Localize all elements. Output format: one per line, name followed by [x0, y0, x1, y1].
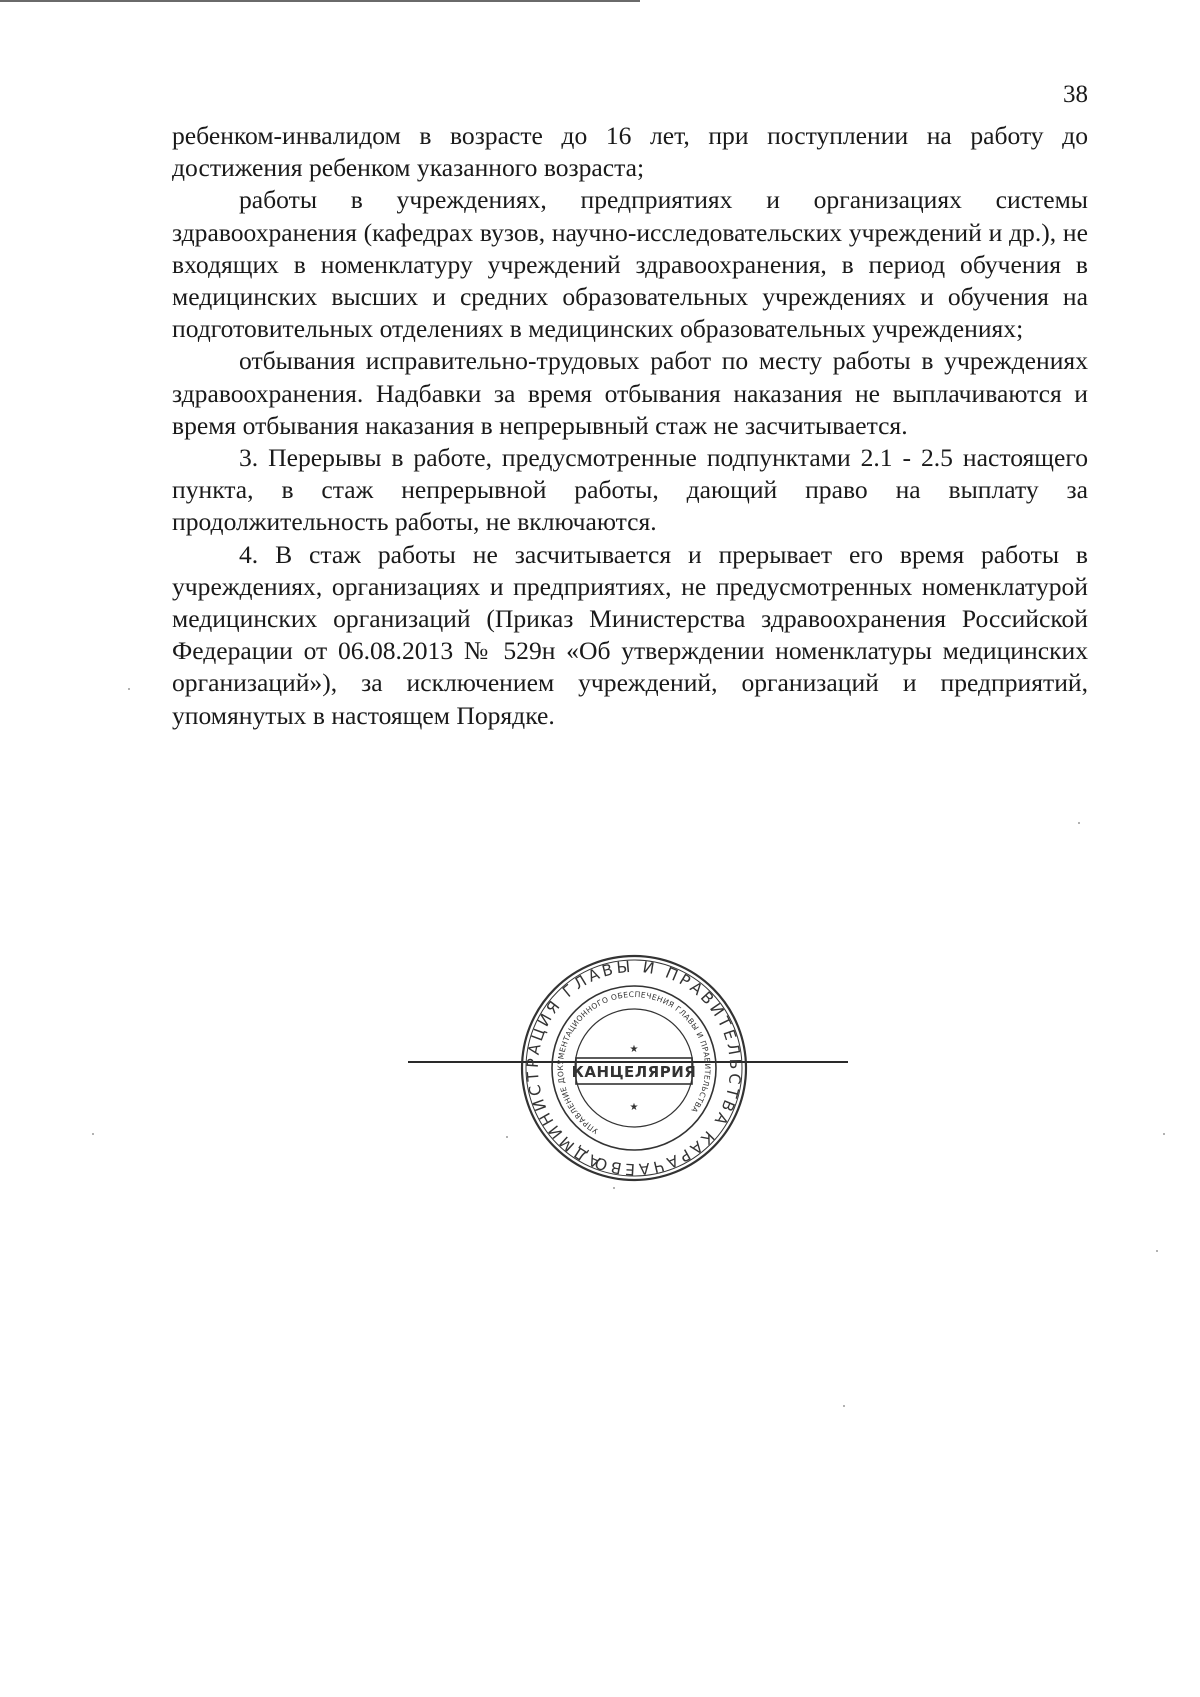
page-number: 38: [1063, 81, 1088, 108]
stamp-center-text: КАНЦЕЛЯРИЯ: [571, 1063, 697, 1081]
paragraph-item-4: 4. В стаж работы не засчитывается и прерывает его время работы в учреждениях, организациях и предприятиях, не предусмотренных номенклатурой медицинских организаций (Приказ Министерства здравоохранения Российской Федерации от 06.08.2013 № 529н «Об утверждении номенклатуры медицинских организаций»), за исключением учреждений, организаций и предприятий, упомянутых в настоящем Порядке.: [172, 539, 1088, 730]
scan-top-edge-line: [0, 0, 640, 2]
scan-speck: [92, 1133, 94, 1135]
stamp-center-box: [572, 1058, 697, 1084]
document-body: [172, 120, 1088, 732]
scan-speck: [613, 1187, 615, 1189]
scan-speck: [506, 1136, 508, 1138]
paragraph-healthcare-work: работы в учреждениях, предприятиях и организациях системы здравоохранения (кафедрах вузов, научно-исследовательских учреждений и др.), не входящих в номенклатуру учреждений здравоохранения, в период обучения в медицинских высших и средних образовательных учреждениях и обучения на подготовительных отделениях в медицинских образовательных учреждениях;: [172, 185, 1088, 344]
scan-speck: [128, 688, 130, 690]
scan-speck: [1156, 1250, 1158, 1252]
stamp-star-icon: ★: [629, 1044, 639, 1055]
paragraph-correctional-labor: отбывания исправительно-трудовых работ по месту работы в учреждениях здравоохранения. Надбавки за время отбывания наказания не выплачиваются и время отбывания наказания в непрерывный стаж не засчитывается.: [172, 346, 1088, 440]
paragraph-item-3: 3. Перерывы в работе, предусмотренные подпунктами 2.1 - 2.5 настоящего пункта, в стаж непрерывной работы, дающий право на выплату за продолжительность работы, не включаются.: [172, 443, 1088, 537]
stamp-inner-ring-text: УПРАВЛЕНИЕ ДОКУМЕНТАЦИОННОГО ОБЕСПЕЧЕНИЯ ГЛАВЫ И ПРАВИТЕЛЬСТВА: [555, 989, 713, 1136]
scan-speck: [1078, 822, 1080, 824]
scan-speck: [843, 1405, 845, 1407]
stamp-outer-ring-text: АДМИНИСТРАЦИЯ ГЛАВЫ И ПРАВИТЕЛЬСТВА КАРАЧАЕВО-ЧЕРКЕССКОЙ: [523, 957, 745, 1179]
stamp-star-icon: ★: [629, 1102, 639, 1113]
scan-speck: [1163, 1133, 1165, 1135]
paragraph-continuation: ребенком-инвалидом в возрасте до 16 лет, при поступлении на работу до достижения ребенком указанного возраста;: [172, 121, 1088, 183]
office-stamp: [518, 952, 750, 1184]
